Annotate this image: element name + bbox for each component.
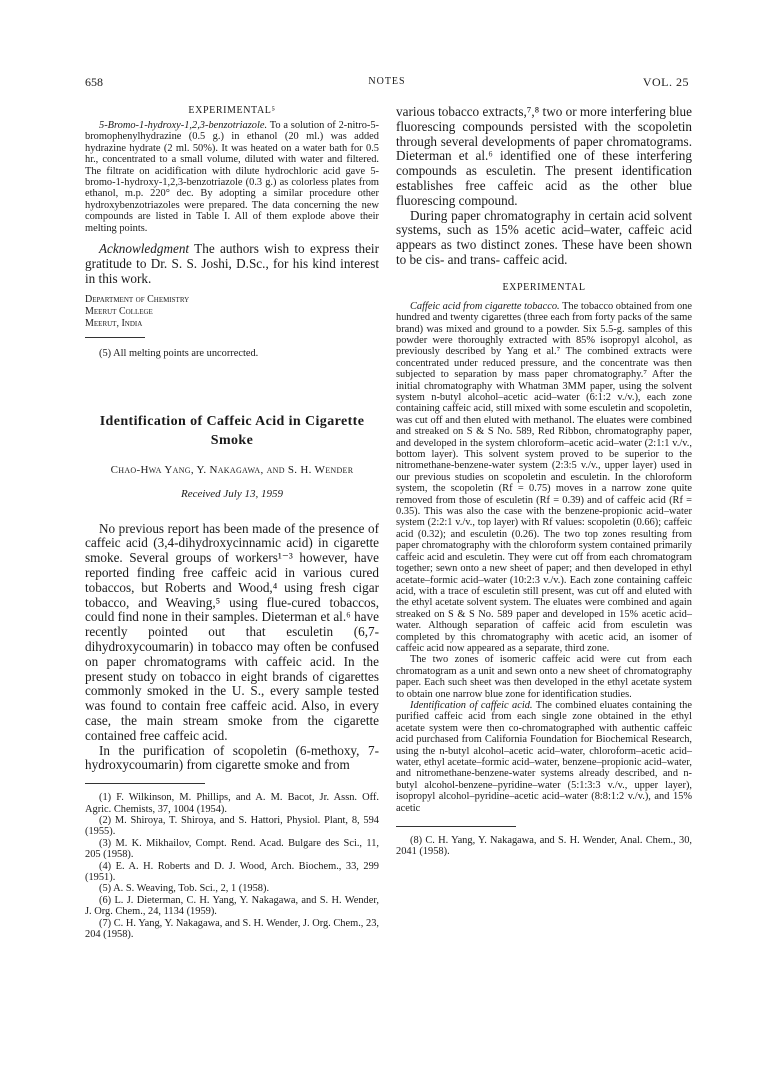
dept-line: Meerut College — [85, 306, 153, 318]
volume-label: VOL. 25 — [642, 75, 689, 89]
footnote-rule — [85, 337, 145, 338]
experimental-paragraph — [396, 700, 692, 814]
reference-item: (2) M. Shiroya, T. Shiroya, and S. Hattori, Physiol. Plant, 8, 594 (1955). — [85, 815, 379, 838]
experimental-paragraph — [396, 301, 692, 655]
section-text: The combined eluates containing the purified caffeic acid from each single zone obtained in the ethyl acetate system were then co-chromatographed with authentic caffeic acid purchased from California Foundation for Biochemical Research, using the n-butyl alcohol–acetic acid–water, chloroform–acetic acid–water, ethyl acetate–formic acid–water, benzene–propionic acid–water, and nitromethane-benzene-water systems already described, and n-butyl alcohol-benzene–pyridine–water (5:1:3:3 v./v., upper layer), isopropyl alcohol–pyridine–acetic acid–water (8:8:1:2 v./v.), and 15% acetic — [396, 699, 692, 814]
experimental-text — [85, 120, 379, 234]
references-rule — [396, 826, 516, 827]
article-title-line: Identification of Caffeic Acid in Cigarette — [99, 413, 365, 429]
right-column — [396, 105, 692, 858]
references-list — [85, 792, 379, 940]
section-title: Identification of caffeic acid. — [410, 699, 533, 711]
reference-item: (8) C. H. Yang, Y. Nakagawa, and S. H. Wender, Anal. Chem., 30, 2041 (1958). — [396, 835, 692, 858]
received-date: Received July 13, 1959 — [180, 487, 283, 500]
left-column — [85, 105, 379, 940]
acknowledgment-paragraph — [85, 242, 379, 286]
footnote-5: (5) All melting points are uncorrected. — [99, 348, 259, 360]
reference-item: (5) A. S. Weaving, Tob. Sci., 2, 1 (1958). — [99, 883, 270, 895]
section-text: The tobacco obtained from one hundred and twenty cigarettes (three each from forty packs of the same brand) was mixed and ground to a powder. Six 5.5-g. samples of this powder were thoroughly extracted with 85% isopropyl alcohol, as previously described by Yang et al.⁷ The combined extracts were concentrated under reduced pressure, and the concentrate was then subjected to separation by mass paper chromatography.⁷ After the initial chromatography with Whatman 3MM paper, using the solvent system n-butyl alcohol–acetic acid–water (6:1:2 v./v.), each zone containing caffeic acid, still mixed with some esculetin and scopoletin, was cut off and then eluted with methanol. The eluates were combined and streaked on S & S No. 589, Red Ribbon, chromatography paper, and developed in the system chloroform–acetic acid–water (2:1:1 v./v., bottom layer). This solvent system proved to be superior to the nitromethane-benzene-water system (2:3:5 v./v., upper layer) used in our previous studies on scopoletin and esculetin. In the chloroform system, the scopoletin (Rf = 0.75) moves in a narrow zone quite removed from those of esculetin (Rf = 0.39) and of caffeic acid (Rf = 0.35). This was also the case with the benzene-propionic acid–water system (2:2:1 v./v., top layer) with Rf values: scopoletin (0.66); caffeic acid (0.32); and esculetin (0.26). The two top zones resulting from paper chromatography with the chloroform system contained primarily caffeic acid and esculetin. They were cut off from each chromatogram together; sewn onto a new sheet of paper; and then developed in ethyl acetate–formic acid–water (10:2:3 v./v.). Each zone containing caffeic acid, with a trace of esculetin still present, was cut off and eluted with the ethyl acetate solvent system. The eluates were combined and again streaked on S & S No. 589 paper and developed in 15% acetic acid–water. Although separation of caffeic acid from esculetin was completed by this chromatography with acetic acid, an isomer of caffeic acid now appeared as a separate, third zone. — [396, 300, 692, 654]
article-title-line: Smoke — [210, 432, 254, 448]
reference-item: (3) M. K. Mikhailov, Compt. Rend. Acad. Bulgare des Sci., 11, 205 (1958). — [85, 837, 379, 861]
intro-paragraph: During paper chromatography in certain acid solvent systems, such as 15% acetic acid–water, caffeic acid appears as two distinct zones. These have been shown to be cis- and trans- caffeic acid. — [396, 207, 692, 267]
dept-line: Meerut, India — [85, 317, 143, 329]
body-paragraph: No previous report has been made of the presence of caffeic acid (3,4-dihydroxycinnamic acid) in cigarette smoke. Several groups of workers¹⁻³ however, have reported finding free caffeic acid in various cured tobaccos, but Roberts and Wood,⁴ using fresh cigar tobacco, and Weaving,⁵ using flue-cured tobaccos, could find none in their samples. Dieterman et al.⁶ have recently pointed out that esculetin (6,7-dihydroxycoumarin) in tobacco may often be confused on paper chromatograms with caffeic acid. In the present study on tobacco in eight brands of cigarettes commonly smoked in the U. S., every sample tested was found to contain free caffeic acid. Also, in every case, the main stream smoke from the cigarette contained free caffeic acid. — [85, 520, 379, 743]
experimental-heading: EXPERIMENTAL — [502, 281, 586, 293]
experimental-body: To a solution of 2-nitro-5-bromophenylhydrazine (0.5 g.) in ethanol (20 ml.) was added hydrazine hydrate (2 ml. 50%). It was heated on a water bath for 0.5 hr., concentrated to a small volume, diluted with water and filtered. The filtrate on acidification with dilute hydrochloric acid gave 5-bromo-1-hydroxy-1,2,3-benzotriazole (0.3 g.) as colorless plates from ethanol, m.p. 220° dec. By adopting a similar procedure other hydroxybenzotriazoles were prepared. The data concerning the new compounds are listed in Table I. All of them explode above their melting points. — [85, 120, 379, 234]
reference-item: (6) L. J. Dieterman, C. H. Yang, Y. Nakagawa, and S. H. Wender, J. Org. Chem., 24, 1134 (1959). — [85, 894, 379, 918]
section-title: Caffeic acid from cigarette tobacco. — [410, 300, 560, 312]
references-rule — [85, 783, 205, 784]
running-head: NOTES — [368, 76, 406, 87]
intro-paragraph: various tobacco extracts,⁷,⁸ two or more interfering blue fluorescing compounds persisted with the scopoletin through several developments of paper chromatograms. Dieterman et al.⁶ identified one of these interfering compounds as esculetin. The present identification establishes free caffeic acid as the other blue fluorescing compound. — [396, 104, 692, 208]
page-header — [85, 75, 689, 91]
experimental-paragraph: The two zones of isomeric caffeic acid were cut from each chromatogram as a unit and sewn onto a new sheet of chromatography paper. Each such sheet was then developed in the ethyl acetate system to obtain one narrow blue zone for identification studies. — [396, 654, 692, 700]
acknowledgment-text: The authors wish to express their gratitude to Dr. S. S. Joshi, D.Sc., for his kind interest in this work. — [85, 241, 379, 286]
reference-item: (4) E. A. H. Roberts and D. J. Wood, Arch. Biochem., 33, 299 (1951). — [85, 860, 379, 884]
acknowledgment-label: Acknowledgment — [99, 241, 190, 257]
article-authors: Chao-Hwa Yang, Y. Nakagawa, and S. H. Wender — [110, 463, 354, 476]
article-title — [85, 412, 379, 450]
experimental-compound-title: 5-Bromo-1-hydroxy-1,2,3-benzotriazole. — [99, 120, 268, 131]
reference-item: (1) F. Wilkinson, M. Phillips, and A. M. Bacot, Jr. Assn. Off. Agric. Chemists, 37, 1004 (1954). — [85, 792, 379, 815]
page-number: 658 — [85, 75, 103, 89]
body-paragraph: In the purification of scopoletin (6-methoxy, 7-hydroxycoumarin) from cigarette smoke and from — [85, 742, 379, 773]
department-affiliation — [85, 294, 379, 329]
reference-item: (7) C. H. Yang, Y. Nakagawa, and S. H. Wender, J. Org. Chem., 23, 204 (1958). — [85, 917, 379, 941]
dept-line: Department of Chemistry — [85, 294, 190, 306]
experimental-heading: EXPERIMENTAL⁵ — [188, 105, 276, 116]
